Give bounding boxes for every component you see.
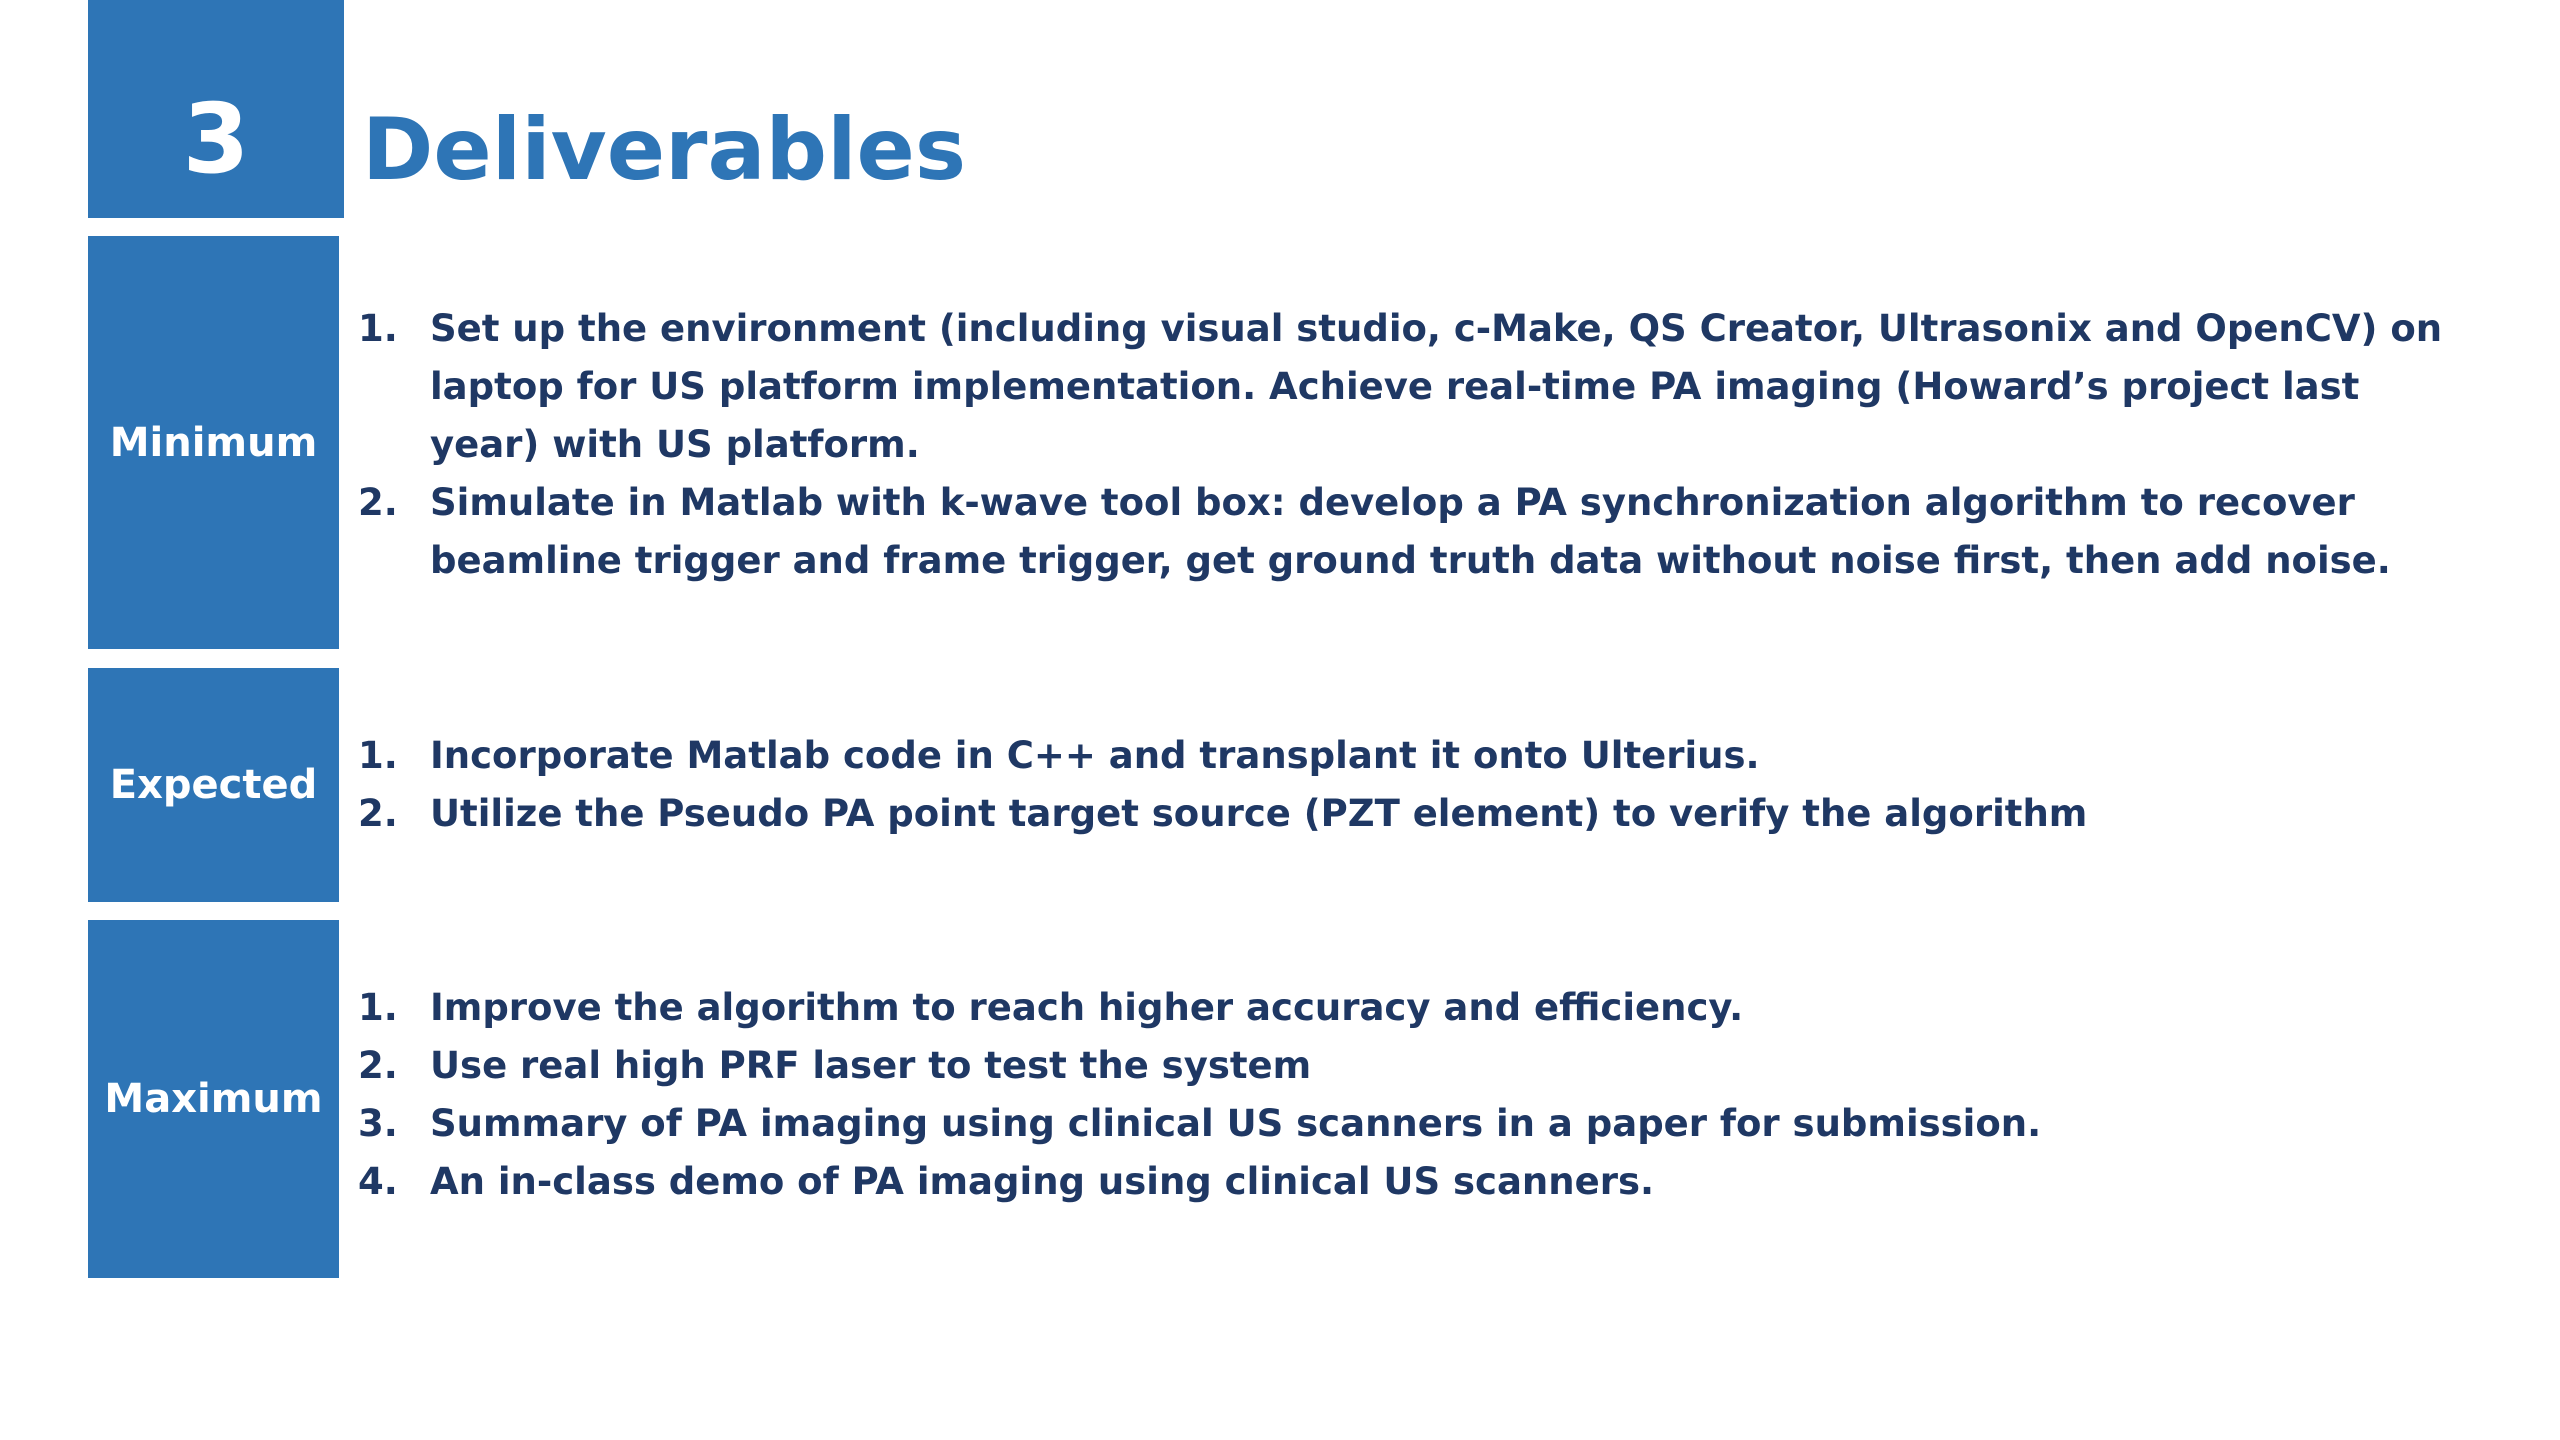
item-number: 2. (358, 792, 398, 835)
item-text: Incorporate Matlab code in C++ and transplant it onto Ulterius. (430, 734, 1760, 777)
list-item (358, 474, 2478, 590)
item-number: 2. (358, 481, 398, 524)
item-number: 1. (358, 734, 398, 777)
list-item (358, 979, 2478, 1037)
list-item (358, 727, 2478, 785)
minimum-label: Minimum (109, 419, 318, 466)
item-text: Improve the algorithm to reach higher accuracy and efficiency. (430, 986, 1744, 1029)
item-number: 1. (358, 307, 398, 350)
maximum-list (358, 979, 2478, 1211)
item-number: 4. (358, 1160, 398, 1203)
expected-label-box (88, 668, 339, 902)
minimum-label-box (88, 236, 339, 649)
item-text: Set up the environment (including visual studio, c-Make, QS Creator, Ultrasonix and OpenCV) on laptop for US platform implementation. Achieve real-time PA imaging (Howard’s project last year) with US platform. (430, 307, 2443, 466)
minimum-list (358, 300, 2478, 590)
item-text: Summary of PA imaging using clinical US scanners in a paper for submission. (430, 1102, 2042, 1145)
item-text: Use real high PRF laser to test the system (430, 1044, 1312, 1087)
item-number: 1. (358, 986, 398, 1029)
list-item (358, 1153, 2478, 1211)
maximum-label-box (88, 920, 339, 1278)
list-item (358, 300, 2478, 474)
expected-list (358, 727, 2478, 843)
item-text: Utilize the Pseudo PA point target source (PZT element) to verify the algorithm (430, 792, 2088, 835)
list-item (358, 1037, 2478, 1095)
item-number: 3. (358, 1102, 398, 1145)
expected-label: Expected (109, 762, 318, 808)
maximum-label: Maximum (104, 1076, 323, 1122)
section-number: 3 (182, 83, 250, 195)
section-number-box (88, 0, 344, 218)
slide-title: Deliverables (362, 100, 967, 200)
list-item (358, 1095, 2478, 1153)
item-number: 2. (358, 1044, 398, 1087)
item-text: An in-class demo of PA imaging using clinical US scanners. (430, 1160, 1655, 1203)
item-text: Simulate in Matlab with k-wave tool box: develop a PA synchronization algorithm to recover beamline trigger and frame trigger, get ground truth data without noise first, then add noise. (430, 481, 2391, 582)
list-item (358, 785, 2478, 843)
